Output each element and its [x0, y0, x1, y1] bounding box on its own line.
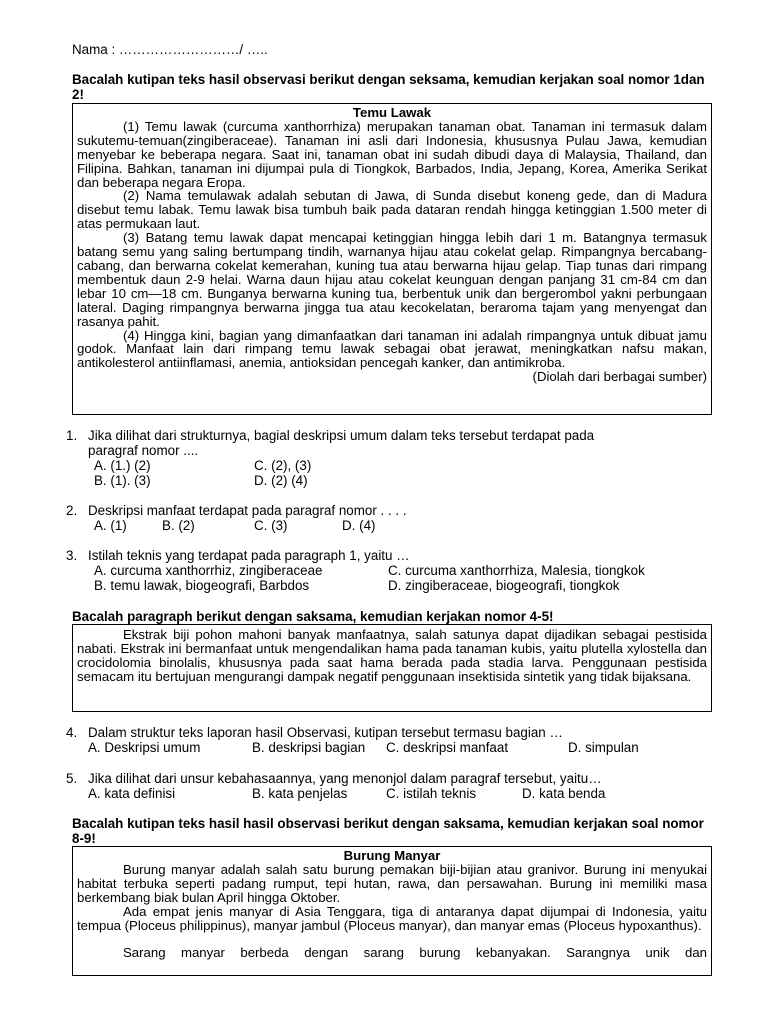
option-c[interactable]: C. deskripsi manfaat	[386, 740, 509, 755]
name-line: Nama : ………………………/ …..	[72, 42, 268, 57]
question-text-cont: paragraf nomor ....	[88, 443, 199, 458]
instruction-2: Bacalah paragraph berikut dengan saksama, kemudian kerjakan nomor 4-5!	[72, 609, 554, 624]
option-a[interactable]: A. kata definisi	[88, 786, 176, 801]
source-note: (Diolah dari berbagai sumber)	[532, 369, 707, 385]
question-text: Jika dilihat dari strukturnya, bagial deskripsi umum dalam teks tersebut terdapat pada	[88, 428, 595, 443]
question-1	[66, 428, 716, 488]
option-b[interactable]: B. (2)	[162, 518, 195, 533]
question-number: 4.	[66, 725, 78, 740]
option-b[interactable]: B. temu lawak, biogeografi, Barbdos	[94, 578, 310, 593]
paragraph-1: Burung manyar adalah salah satu burung pemakan biji-bijian atau granivor. Burung ini menyukai habitat terbuka seperti padang rumput, tepi hutan, rawa, dan persawahan. Burung ini memiliki masa berkembang biak bulan April hingga Oktober.	[77, 861, 707, 905]
paragraph-2: Ada empat jenis manyar di Asia Tenggara, tiga di antaranya dapat dijumpai di Indonesia, yaitu tempua (Ploceus philippinus), manyar jambul (Ploceus manyar), dan manyar emas (Ploceus hypoxanthus).	[77, 903, 707, 933]
question-number: 5.	[66, 771, 78, 786]
option-d[interactable]: D. (2) (4)	[254, 473, 308, 488]
option-a[interactable]: A. Deskripsi umum	[88, 740, 201, 755]
question-4	[66, 725, 716, 755]
option-a[interactable]: A. (1.) (2)	[94, 458, 151, 473]
instruction-1: Bacalah kutipan teks hasil observasi berikut dengan seksama, kemudian kerjakan soal nomor 1dan 2!	[72, 72, 705, 102]
option-a[interactable]: A. (1)	[94, 518, 127, 533]
option-d[interactable]: D. zingiberaceae, biogeografi, tiongkok	[388, 578, 620, 593]
paragraph-3: (3) Batang temu lawak dapat mencapai ketinggian hingga lebih dari 1 m. Batangnya termasuk batang semu yang saling bertumpang tindih, warnanya hijau atau cokelat gelap. Rimpangnya bercabang-cabang, dan berwarna cokelat kemerahan, kuning tua atau berwarna hijau gelap. Tiap tunas dari rimpang membentuk daun 2-9 helai. Warna daun hijau atau cokelat keunguan dengan panjang 31 cm-84 cm dan lebar 10 cm—18 cm. Bunganya berwarna kuning tua, berbentuk unik dan bergerombol yakni perbungaan lateral. Daging rimpangnya berwarna jingga tua atau kecokelatan, beraroma tajam yang menyengat dan rasanya pahit.	[77, 230, 707, 329]
option-c[interactable]: C. (3)	[254, 518, 288, 533]
question-3	[66, 548, 716, 593]
text-box-temu-lawak	[72, 103, 712, 415]
paragraph-3: Sarang manyar berbeda dengan sarang burung kebanyakan. Sarangnya unik dan	[123, 945, 707, 961]
question-5	[66, 771, 716, 801]
question-number: 1.	[66, 428, 78, 443]
paragraph-2: (2) Nama temulawak adalah sebutan di Jawa, di Sunda disebut koneng gede, dan di Madura disebut temu labak. Temu lawak bisa tumbuh baik pada dataran rendah hingga ketinggian 1.500 meter di atas permukaan laut.	[77, 188, 707, 232]
question-number: 2.	[66, 503, 78, 518]
paragraph-mahoni: Ekstrak biji pohon mahoni banyak manfaatnya, salah satunya dapat dijadikan sebagai pestisida nabati. Ekstrak ini bermanfaat untuk mengendalikan hama pada tanaman kubis, yaitu plutella xylostella dan crocidolomia binolalis, khususnya pada saat hama berada pada stadia larva. Penggunaan pestisida semacam itu bertujuan mengurangi dampak negatif penggunaan insektisida sintetik yang tidak bijaksana.	[77, 627, 707, 684]
question-text: Jika dilihat dari unsur kebahasaannya, yang menonjol dalam paragraf tersebut, yaitu…	[88, 771, 602, 786]
question-2	[66, 503, 716, 533]
option-a[interactable]: A. curcuma xanthorrhiz, zingiberaceae	[94, 563, 323, 578]
option-d[interactable]: D. (4)	[342, 518, 376, 533]
box-title: Burung Manyar	[343, 848, 441, 863]
option-d[interactable]: D. simpulan	[568, 740, 639, 755]
option-c[interactable]: C. curcuma xanthorrhiza, Malesia, tiongkok	[388, 563, 645, 578]
question-text: Dalam struktur teks laporan hasil Observasi, kutipan tersebut termasu bagian …	[88, 725, 563, 740]
option-b[interactable]: B. (1). (3)	[94, 473, 151, 488]
box-title: Temu Lawak	[352, 105, 432, 120]
paragraph-1: (1) Temu lawak (curcuma xanthorrhiza) merupakan tanaman obat. Tanaman ini termasuk dalam sukutemu-temuan(zingiberaceae). Tanaman ini asli dari Indonesia, khususnya Pulau Jawa, kemudian menyebar ke beberapa negara. Saat ini, tanaman obat ini sudah dibudi daya di Malaysia, Thailand, dan Filipina. Bahkan, tanaman ini dijumpai pula di Tiongkok, Barbados, India, Jepang, Korea, Amerika Serikat dan beberapa negara Eropa.	[77, 118, 707, 190]
text-box-burung-manyar	[72, 846, 712, 976]
text-box-mahoni	[72, 624, 712, 712]
question-text: Deskripsi manfaat terdapat pada paragraf nomor . . . .	[88, 503, 407, 518]
instruction-3: Bacalah kutipan teks hasil hasil observasi berikut dengan saksama, kemudian kerjakan soal nomor 8-9!	[72, 816, 704, 846]
option-b[interactable]: B. deskripsi bagian	[252, 740, 366, 755]
option-c[interactable]: C. istilah teknis	[386, 786, 477, 801]
option-d[interactable]: D. kata benda	[522, 786, 606, 801]
paragraph-4: (4) Hingga kini, bagian yang dimanfaatkan dari tanaman ini adalah rimpangnya untuk dibuat jamu godok. Manfaat lain dari rimpang temu lawak sebagai obat jerawat, meningkatkan nafsu makan, antikolesterol antiinflamasi, anemia, antioksidan pencegah kanker, dan antimikroba.	[77, 327, 707, 371]
question-text: Istilah teknis yang terdapat pada paragraph 1, yaitu …	[88, 548, 410, 563]
question-number: 3.	[66, 548, 78, 563]
option-b[interactable]: B. kata penjelas	[252, 786, 348, 801]
option-c[interactable]: C. (2), (3)	[254, 458, 312, 473]
